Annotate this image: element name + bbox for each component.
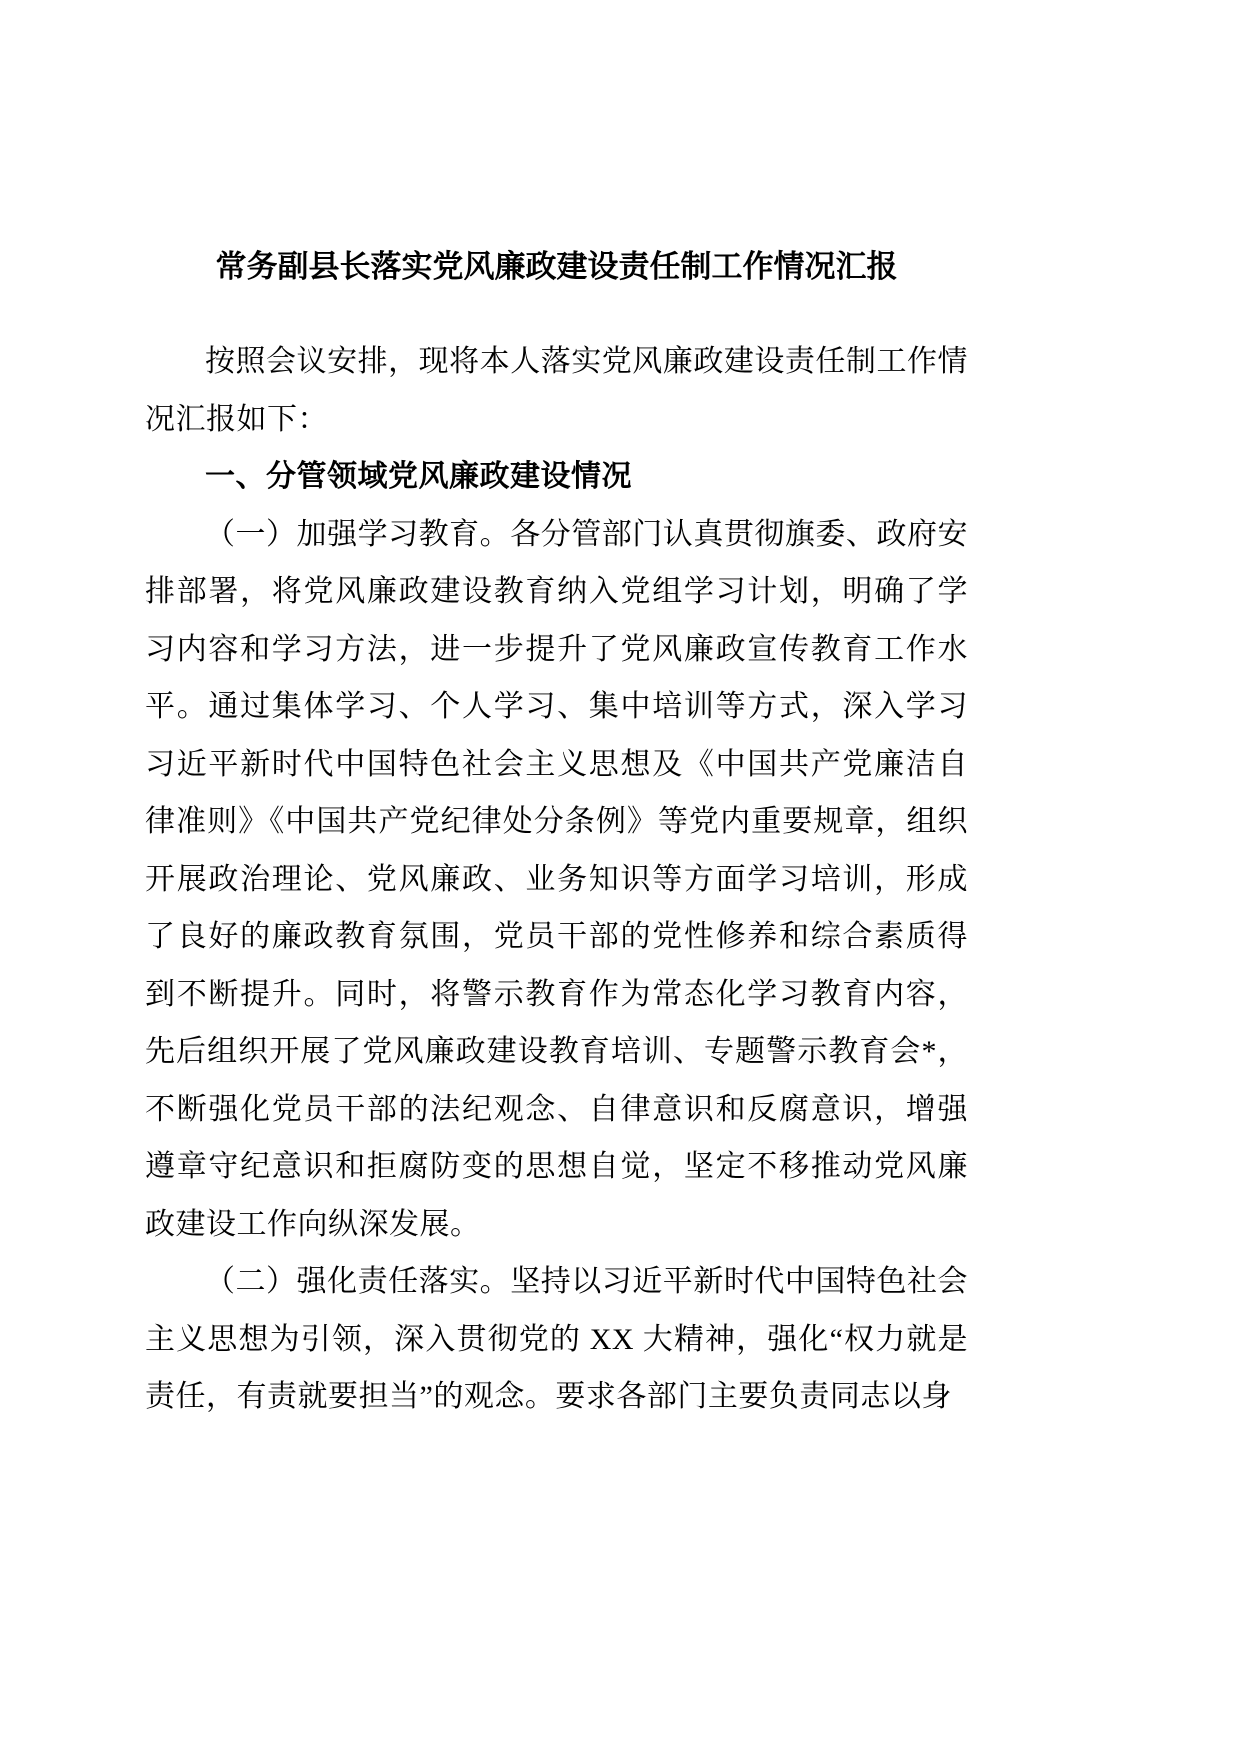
paragraph-section-1-item-1: （一）加强学习教育。各分管部门认真贯彻旗委、政府安排部署，将党风廉政建设教育纳入党组学习计划，明确了学习内容和学习方法，进一步提升了党风廉政宣传教育工作水平。通过集体学习、个人学习、集中培训等方式，深入学习习近平新时代中国特色社会主义思想及《中国共产党廉洁自律准则》《中国共产党纪律处分条例》等党内重要规章，组织开展政治理论、党风廉政、业务知识等方面学习培训，形成了良好的廉政教育氛围，党员干部的党性修养和综合素质得到不断提升。同时，将警示教育作为常态化学习教育内容，先后组织开展了党风廉政建设教育培训、专题警示教育会*，不断强化党员干部的法纪观念、自律意识和反腐意识，增强遵章守纪意识和拒腐防变的思想自觉，坚定不移推动党风廉政建设工作向纵深发展。 (145, 517, 968, 1241)
paragraph-intro: 按照会议安排，现将本人落实党风廉政建设责任制工作情况汇报如下： (145, 345, 968, 436)
document-title: 常务副县长落实党风廉政建设责任制工作情况汇报 (215, 249, 898, 284)
section-heading-1: 一、分管领域党风廉政建设情况 (205, 460, 632, 494)
paragraph-section-1-item-2: （二）强化责任落实。坚持以习近平新时代中国特色社会主义思想为引领，深入贯彻党的 XX 大精神，强化“权力就是责任，有责就要担当”的观念。要求各部门主要负责同志以身 (145, 1265, 968, 1414)
